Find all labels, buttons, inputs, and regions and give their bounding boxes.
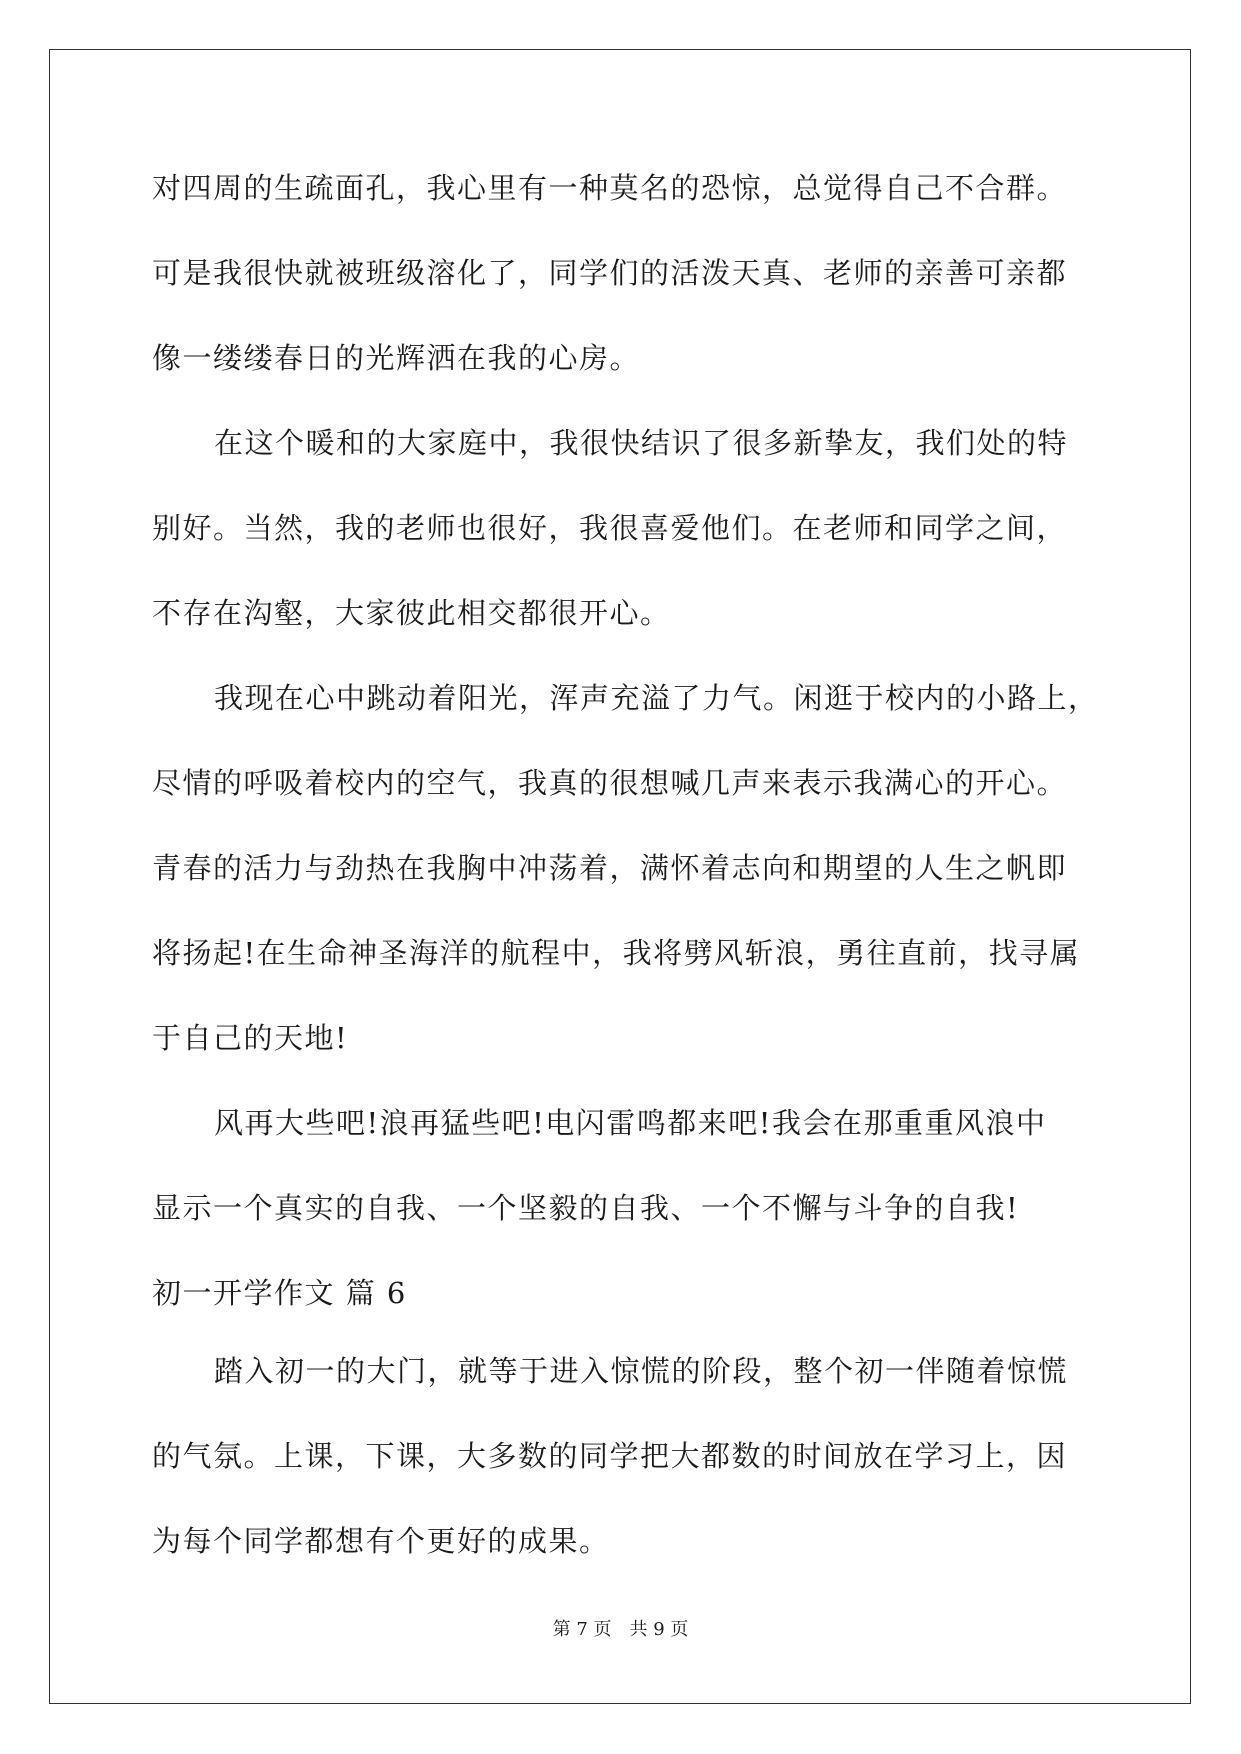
text-line: 的气氛。上课，下课，大多数的同学把大都数的时间放在学习上，因 [152, 1439, 1068, 1473]
text-line: 不存在沟壑，大家彼此相交都很开心。 [152, 596, 671, 630]
text-line: 将扬起!在生命神圣海洋的航程中，我将劈风斩浪，勇往直前，找寻属 [152, 936, 1081, 970]
section-heading: 初一开学作文 篇 6 [152, 1276, 407, 1310]
text-line: 尽情的呼吸着校内的空气，我真的很想喊几声来表示我满心的开心。 [152, 766, 1068, 800]
text-line: 像一缕缕春日的光辉洒在我的心房。 [152, 341, 641, 375]
page-number: 第 7 页 [552, 1619, 612, 1640]
page-footer [0, 1615, 1241, 1641]
page-total: 共 9 页 [629, 1619, 689, 1640]
text-line: 对四周的生疏面孔，我心里有一种莫名的恐惊，总觉得自己不合群。 [152, 171, 1068, 205]
text-line: 为每个同学都想有个更好的成果。 [152, 1524, 610, 1558]
paragraph-start-line: 风再大些吧!浪再猛些吧!电闪雷鸣都来吧!我会在那重重风浪中 [214, 1106, 1047, 1140]
paragraph-start-line: 在这个暖和的大家庭中，我很快结识了很多新挚友，我们处的特 [214, 426, 1069, 460]
text-line: 别好。当然，我的老师也很好，我很喜爱他们。在老师和同学之间， [152, 511, 1068, 545]
text-line: 可是我很快就被班级溶化了，同学们的活泼天真、老师的亲善可亲都 [152, 256, 1068, 290]
text-line: 青春的活力与劲热在我胸中冲荡着，满怀着志向和期望的人生之帆即 [152, 851, 1068, 885]
paragraph-start-line: 踏入初一的大门，就等于进入惊慌的阶段，整个初一伴随着惊慌 [214, 1354, 1069, 1388]
text-line: 于自己的天地! [152, 1021, 349, 1055]
paragraph-start-line: 我现在心中跳动着阳光，浑声充溢了力气。闲逛于校内的小路上， [214, 681, 1099, 715]
text-line: 显示一个真实的自我、一个坚毅的自我、一个不懈与斗争的自我! [152, 1191, 1020, 1225]
document-body [152, 158, 1112, 1596]
